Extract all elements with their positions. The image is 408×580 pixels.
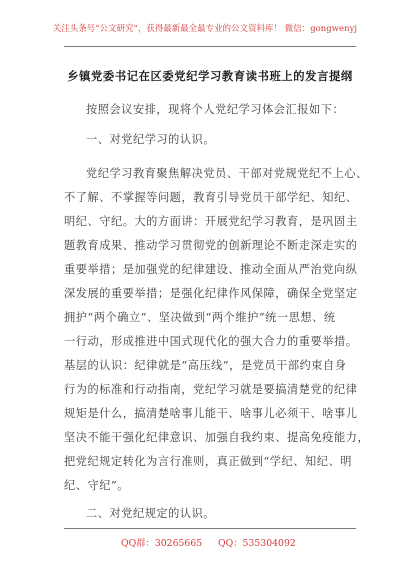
body-line: 不了解、不掌握等问题，教育引导党员干部学纪、知纪、	[64, 191, 358, 204]
body-line: 行为的标准和行动指南，党纪学习就是要搞清楚党的纪律	[64, 383, 358, 396]
body-line: 深发展的重要举措；是强化纪律作风保障，确保全党坚定	[64, 287, 358, 300]
section-heading-1: 一、对党纪学习的认识。	[86, 133, 216, 146]
body-line-intro: 按照会议安排，现将个人党纪学习体会汇报如下：	[86, 103, 345, 116]
body-line: 把党纪规定转化为言行准则，真正做到“学纪、知纪、明	[64, 455, 352, 468]
footer-divider	[64, 528, 356, 529]
body-line: 重要举措；是加强党的纪律建设、推动全面从严治党向纵	[64, 263, 358, 276]
header-banner: 关注头条号“公文研究”，获得最新最全最专业的公文资料库！ 微信：gongwenyj	[52, 23, 358, 33]
footer-qq: QQ：535304092	[218, 538, 296, 549]
header-divider	[64, 46, 356, 47]
body-line: 一行动，形成推进中国式现代化的强大合力的重要举措。	[64, 335, 358, 348]
body-line: 拥护“两个确立”、坚决做到“两个维护”统一思想、统	[64, 311, 336, 324]
footer-qq-group: QQ群：30265665	[121, 538, 203, 549]
body-line: 题教育成果、推动学习贯彻党的创新理论不断走深走实的	[64, 239, 358, 252]
body-line: 纪、守纪”。	[64, 479, 129, 492]
body-line: 坚决不能干强化纪律意识、加强自我约束、提高免疫能力，	[64, 431, 370, 444]
body-line: 明纪、守纪。大的方面讲：开展党纪学习教育，是巩固主	[64, 215, 358, 228]
body-line: 规矩是什么，搞清楚啥事儿能干、啥事儿必须干、啥事儿	[64, 407, 358, 420]
document-title: 乡镇党委书记在区委党纪学习教育读书班上的发言提纲	[67, 69, 353, 83]
section-heading-2: 二、对党纪规定的认识。	[86, 507, 216, 520]
body-line: 党纪学习教育聚焦解决党员、干部对党规党纪不上心、	[86, 167, 368, 180]
body-line: 基层的认识：纪律就是“高压线”，是党员干部约束自身	[64, 359, 347, 372]
